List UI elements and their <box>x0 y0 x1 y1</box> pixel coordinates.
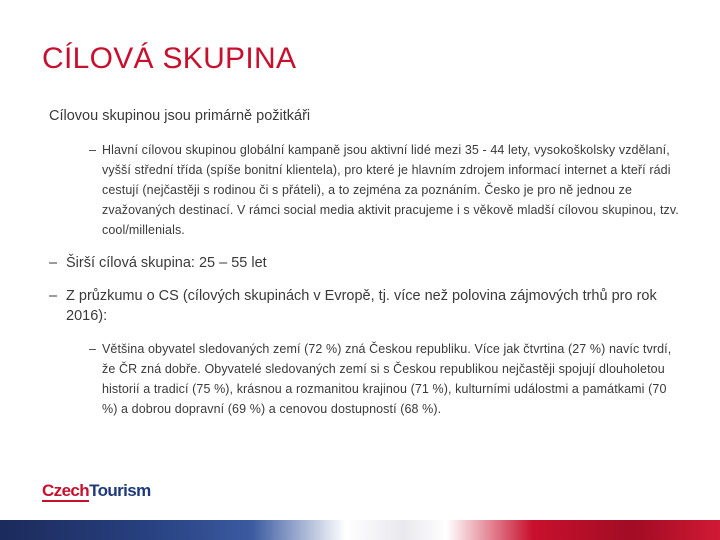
slide-title: CÍLOVÁ SKUPINA <box>42 42 297 75</box>
bullet-wider-target-group <box>49 253 679 273</box>
bullet-text: Širší cílová skupina: 25 – 55 let <box>66 255 267 271</box>
bullet-text: Z průzkumu o CS (cílových skupinách v Evropě, tj. více než polovina zájmových trhů pro rok 2016): <box>66 288 657 324</box>
bullet-text: Většina obyvatel sledovaných zemí (72 %) zná Českou republiku. Více jak čtvrtina (27 %) navíc tvrdí, že ČR zná dobře. Obyvatelé sledovaných zemí si s Českou republikou nejčastěji spojují dlouholetou historií a tradicí (75 %), krásnou a rozmanitou krajinou (71 %), kulturními událostmi a památkami (70 %) a dobrou dopravní (69 %) a cenovou dostupností (68 %). <box>102 342 672 416</box>
bullet-main-target-group <box>89 140 679 240</box>
intro-text: Cílovou skupinou jsou primárně požitkáři <box>49 108 311 124</box>
bullet-survey <box>49 286 679 326</box>
bullet-survey-results <box>89 339 679 419</box>
logo-part-tourism: Tourism <box>89 481 151 500</box>
bullet-text: Hlavní cílovou skupinou globální kampaně jsou aktivní lidé mezi 35 - 44 lety, vysokoškolsky vzdělaní, vyšší střední třída (spíše bonitní klientela), pro které je hlavním zdrojem informací internet a kteří rádi cestují (nejčastěji s rodinou či s přáteli), a to zejména za poznáním. Česko je pro ně jednou ze zvažovaných destinací. V rámci social media aktivit pracujeme i s věkově mladší cílovou skupinou, tzv. cool/millenials. <box>102 143 679 237</box>
slide-content <box>49 106 679 419</box>
footer-decorative-strip <box>0 520 720 540</box>
dash-marker: – <box>89 342 97 356</box>
dash-marker: – <box>89 143 97 157</box>
dash-marker: – <box>49 288 58 304</box>
czechtourism-logo <box>42 481 151 501</box>
logo-part-czech: Czech <box>42 481 90 500</box>
dash-marker: – <box>49 255 58 271</box>
